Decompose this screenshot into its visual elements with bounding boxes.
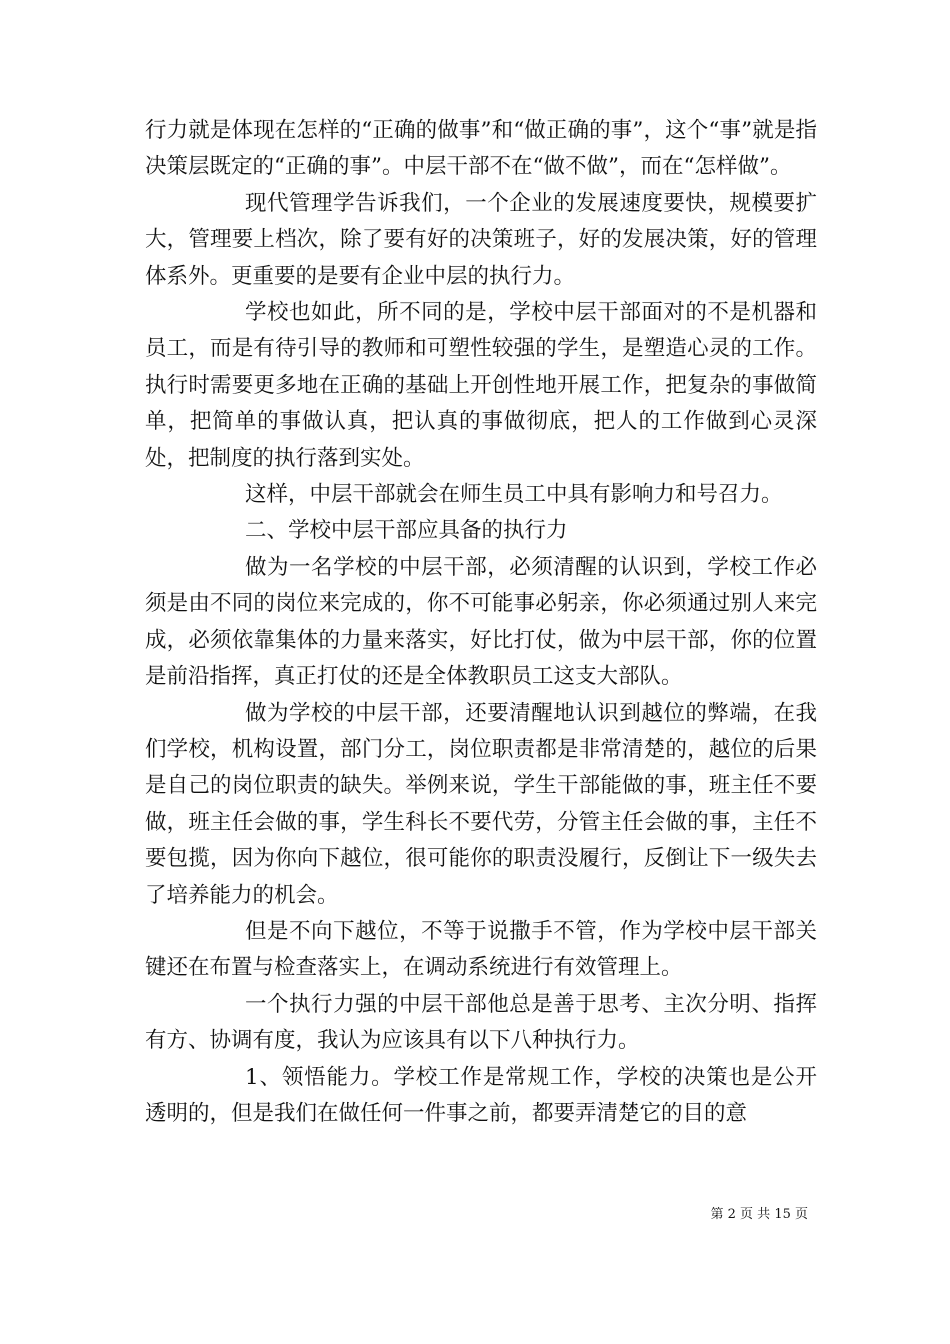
paragraph: 但是不向下越位，不等于说撒手不管，作为学校中层干部关键还在布置与检查落实上，在调动系统进行有效管理上。	[145, 918, 817, 981]
paragraph: 这样，中层干部就会在师生员工中具有影响力和号召力。	[245, 482, 783, 508]
paragraph: 做为一名学校的中层干部，必须清醒的认识到，学校工作必须是由不同的岗位来完成的，你不可能事必躬亲，你必须通过别人来完成，必须依靠集体的力量来落实，好比打仗，做为中层干部，你的位置是前沿指挥，真正打仗的还是全体教职员工这支大部队。	[145, 554, 817, 690]
page-number-footer: 第 2 页 共 15 页	[710, 1207, 808, 1222]
section-heading: 二、学校中层干部应具备的执行力	[245, 518, 568, 544]
document-body	[145, 113, 817, 1132]
paragraph-continuation: 行力就是体现在怎样的“正确的做事”和“做正确的事”，这个“事”就是指决策层既定的“正确的事”。中层干部不在“做不做”，而在“怎样做”。	[145, 118, 817, 180]
paragraph: 1、领悟能力。学校工作是常规工作，学校的决策也是公开透明的，但是我们在做任何一件事之前，都要弄清楚它的目的意	[145, 1064, 817, 1126]
paragraph: 做为学校的中层干部，还要清醒地认识到越位的弊端，在我们学校，机构设置，部门分工，岗位职责都是非常清楚的，越位的后果是自己的岗位职责的缺失。举例来说，学生干部能做的事，班主任不要做，班主任会做的事，学生科长不要代劳，分管主任会做的事，主任不要包揽，因为你向下越位，很可能你的职责没履行，反倒让下一级失去了培养能力的机会。	[145, 700, 817, 908]
paragraph: 学校也如此，所不同的是，学校中层干部面对的不是机器和员工，而是有待引导的教师和可塑性较强的学生，是塑造心灵的工作。执行时需要更多地在正确的基础上开创性地开展工作，把复杂的事做简单，把简单的事做认真，把认真的事做彻底，把人的工作做到心灵深处，把制度的执行落到实处。	[145, 300, 817, 471]
paragraph: 现代管理学告诉我们，一个企业的发展速度要快，规模要扩大，管理要上档次，除了要有好的决策班子，好的发展决策，好的管理体系外。更重要的是要有企业中层的执行力。	[145, 190, 817, 289]
paragraph: 一个执行力强的中层干部他总是善于思考、主次分明、指挥有方、协调有度，我认为应该具有以下八种执行力。	[145, 991, 817, 1054]
